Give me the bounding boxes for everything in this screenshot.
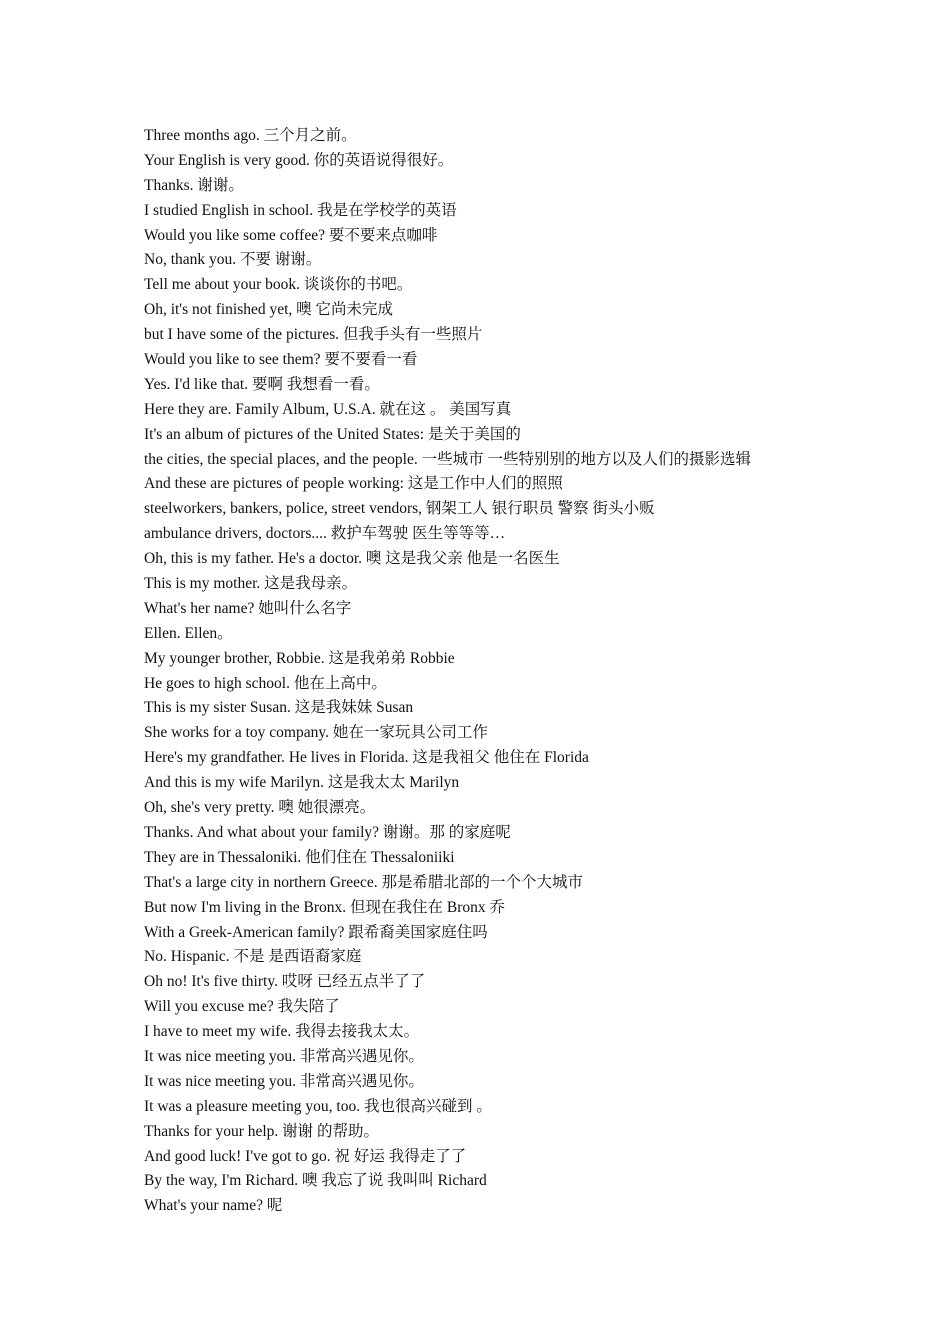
text-line: And this is my wife Marilyn. 这是我太太 Marilyn [144, 774, 460, 792]
text-line: It was nice meeting you. 非常高兴遇见你。 [144, 1047, 424, 1065]
text-line: This is my sister Susan. 这是我妹妹 Susan [144, 699, 414, 717]
text-line: steelworkers, bankers, police, street vendors, 钢架工人 银行职员 警察 街头小贩 [144, 500, 655, 518]
text-line: ambulance drivers, doctors.... 救护车驾驶 医生等等等… [144, 525, 506, 543]
text-line: Thanks for your help. 谢谢 的帮助。 [144, 1122, 380, 1140]
text-line: No, thank you. 不要 谢谢。 [144, 251, 322, 269]
text-line: the cities, the special places, and the people. 一些城市 一些特别别的地方以及人们的摄影选辑 [144, 450, 751, 468]
text-line: It was nice meeting you. 非常高兴遇见你。 [144, 1072, 424, 1090]
text-line: Here's my grandfather. He lives in Florida. 这是我祖父 他住在 Florida [144, 749, 589, 767]
text-line: What's her name? 她叫什么名字 [144, 599, 352, 617]
text-line: Tell me about your book. 谈谈你的书吧。 [144, 276, 413, 294]
text-line: I studied English in school. 我是在学校学的英语 [144, 201, 457, 219]
text-line: With a Greek-American family? 跟希裔美国家庭住吗 [144, 923, 488, 941]
text-line: Here they are. Family Album, U.S.A. 就在这 。 美国写真 [144, 400, 512, 418]
text-line: Thanks. 谢谢。 [144, 176, 244, 194]
text-line: Your English is very good. 你的英语说得很好。 [144, 151, 454, 169]
text-line: But now I'm living in the Bronx. 但现在我住在 Bronx 乔 [144, 898, 506, 916]
text-line: Three months ago. 三个月之前。 [144, 127, 357, 144]
text-line: By the way, I'm Richard. 噢 我忘了说 我叫叫 Richard [144, 1172, 487, 1190]
text-line: What's your name? 呢 [144, 1197, 283, 1215]
text-line: It's an album of pictures of the United States: 是关于美国的 [144, 425, 521, 443]
text-line: Thanks. And what about your family? 谢谢。那 的家庭呢 [144, 823, 511, 841]
text-line: He goes to high school. 他在上高中。 [144, 674, 387, 692]
text-line: No. Hispanic. 不是 是西语裔家庭 [144, 948, 362, 966]
text-line: This is my mother. 这是我母亲。 [144, 575, 358, 593]
text-line: Oh, she's very pretty. 噢 她很漂亮。 [144, 799, 376, 817]
text-line: Oh, this is my father. He's a doctor. 噢 这是我父亲 他是一名医生 [144, 550, 560, 568]
text-line: Would you like some coffee? 要不要来点咖啡 [144, 226, 438, 244]
text-line: And good luck! I've got to go. 祝 好运 我得走了了 [144, 1147, 467, 1165]
dialogue-text [144, 124, 864, 1219]
text-line: And these are pictures of people working: 这是工作中人们的照照 [144, 475, 563, 493]
text-line: Yes. I'd like that. 要啊 我想看一看。 [144, 375, 380, 393]
text-line: but I have some of the pictures. 但我手头有一些照片 [144, 326, 483, 344]
text-line: Oh no! It's five thirty. 哎呀 已经五点半了了 [144, 973, 426, 991]
text-line: That's a large city in northern Greece. 那是希腊北部的一个个大城市 [144, 873, 583, 891]
text-line: My younger brother, Robbie. 这是我弟弟 Robbie [144, 649, 455, 667]
text-line: Oh, it's not finished yet, 噢 它尚未完成 [144, 301, 394, 319]
text-line: Will you excuse me? 我失陪了 [144, 998, 340, 1016]
text-line: Would you like to see them? 要不要看一看 [144, 351, 418, 369]
text-line: Ellen. Ellen。 [144, 624, 233, 642]
text-line: They are in Thessaloniki. 他们住在 Thessaloniiki [144, 848, 455, 866]
text-line: She works for a toy company. 她在一家玩具公司工作 [144, 724, 488, 742]
text-line: I have to meet my wife. 我得去接我太太。 [144, 1023, 420, 1041]
text-line: It was a pleasure meeting you, too. 我也很高兴碰到 。 [144, 1097, 492, 1115]
